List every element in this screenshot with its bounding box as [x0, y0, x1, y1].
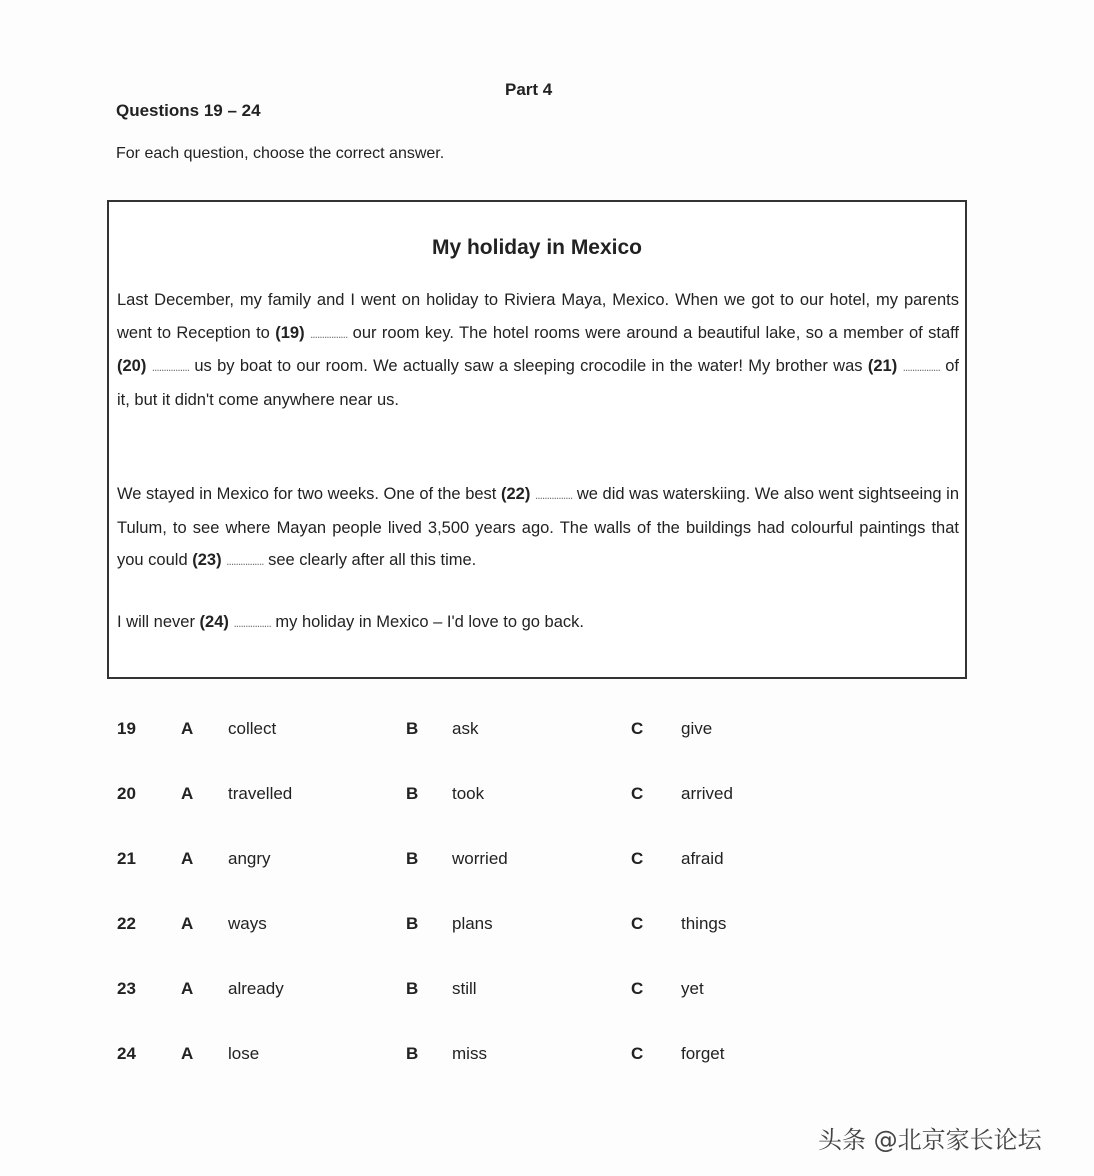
gap-blank: ................: [309, 326, 348, 341]
option-b[interactable]: took: [452, 784, 485, 803]
gap-blank: ................: [534, 488, 573, 502]
option-letter-b: B: [406, 979, 419, 998]
option-letter-c: C: [631, 849, 644, 868]
option-row-20: [0, 784, 1094, 814]
gap-blank: ................: [902, 360, 940, 374]
part-title: Part 4: [505, 80, 553, 99]
option-a[interactable]: already: [228, 979, 284, 998]
option-b[interactable]: plans: [452, 914, 493, 933]
gap-number-20: (20): [117, 357, 147, 375]
option-letter-a: A: [181, 979, 194, 998]
paragraph-text: my holiday in Mexico – I'd love to go back.: [270, 613, 584, 631]
option-c[interactable]: give: [681, 719, 713, 738]
passage-title: My holiday in Mexico: [431, 236, 643, 259]
option-row-19: [0, 719, 1094, 749]
option-c[interactable]: forget: [681, 1044, 725, 1063]
question-number: 24: [117, 1044, 136, 1063]
gap-number-24: (24): [199, 613, 229, 631]
option-a[interactable]: travelled: [228, 784, 293, 803]
paragraph-text: Last December, my family and I went on holiday to Riviera Maya, Mexico. When we got to our hotel, my parents went to Reception to: [117, 291, 959, 342]
option-c[interactable]: yet: [681, 979, 704, 998]
paragraph-text: our room key. The hotel rooms were around a beautiful lake, so a member of staff: [347, 323, 959, 342]
option-letter-c: C: [631, 914, 644, 933]
option-letter-a: A: [181, 849, 194, 868]
instruction-text: For each question, choose the correct answer.: [116, 145, 445, 162]
option-row-24: [0, 1044, 1094, 1074]
questions-heading: Questions 19 – 24: [116, 101, 261, 120]
option-letter-a: A: [181, 1044, 194, 1063]
question-number: 22: [117, 914, 136, 933]
option-b[interactable]: worried: [452, 849, 508, 868]
option-row-21: [0, 849, 1094, 879]
option-b[interactable]: still: [452, 979, 477, 998]
option-letter-b: B: [406, 784, 419, 803]
gap-number-21: (21): [867, 357, 898, 375]
option-letter-b: B: [406, 914, 419, 933]
option-letter-c: C: [631, 979, 644, 998]
question-number: 23: [117, 979, 136, 998]
option-row-23: [0, 979, 1094, 1009]
question-number: 20: [117, 784, 136, 803]
question-number: 21: [117, 849, 136, 868]
option-a[interactable]: angry: [228, 849, 271, 868]
paragraph-text: I will never: [117, 613, 200, 631]
gap-number-22: (22): [500, 485, 531, 503]
watermark: 头条 @北京家长论坛: [818, 1126, 1042, 1154]
option-b[interactable]: ask: [452, 719, 479, 738]
option-letter-a: A: [181, 914, 194, 933]
option-a[interactable]: ways: [228, 914, 267, 933]
option-letter-c: C: [631, 1044, 644, 1063]
option-c[interactable]: afraid: [681, 849, 724, 868]
option-letter-b: B: [406, 1044, 419, 1063]
option-a[interactable]: collect: [228, 719, 277, 738]
option-letter-b: B: [406, 719, 419, 738]
paragraph-text: we did was waterskiing. We also went sightseeing in Tulum, to see where Mayan people lived 3,500 years ago. The walls of the buildings had colourful paintings that you could: [117, 485, 959, 569]
paragraph-text: see clearly after all this time.: [263, 551, 477, 569]
gap-blank: ................: [233, 616, 271, 630]
paragraph-text: us by boat to our room. We actually saw a sleeping crocodile in the water! My brother was: [189, 357, 868, 375]
paragraph-text: of it, but it didn't come anywhere near us.: [117, 357, 960, 409]
option-letter-c: C: [631, 784, 644, 803]
option-letter-c: C: [631, 719, 644, 738]
option-b[interactable]: miss: [452, 1044, 487, 1063]
option-c[interactable]: things: [681, 914, 727, 933]
option-letter-b: B: [406, 849, 419, 868]
question-number: 19: [117, 719, 136, 738]
gap-blank: ................: [151, 360, 190, 374]
option-letter-a: A: [181, 719, 194, 738]
paragraph-text: We stayed in Mexico for two weeks. One of the best: [117, 485, 501, 503]
option-row-22: [0, 914, 1094, 944]
option-a[interactable]: lose: [228, 1044, 260, 1063]
option-letter-a: A: [181, 784, 194, 803]
option-c[interactable]: arrived: [681, 784, 733, 803]
gap-number-19: (19): [275, 323, 305, 342]
gap-blank: ................: [226, 554, 264, 568]
gap-number-23: (23): [192, 551, 222, 569]
